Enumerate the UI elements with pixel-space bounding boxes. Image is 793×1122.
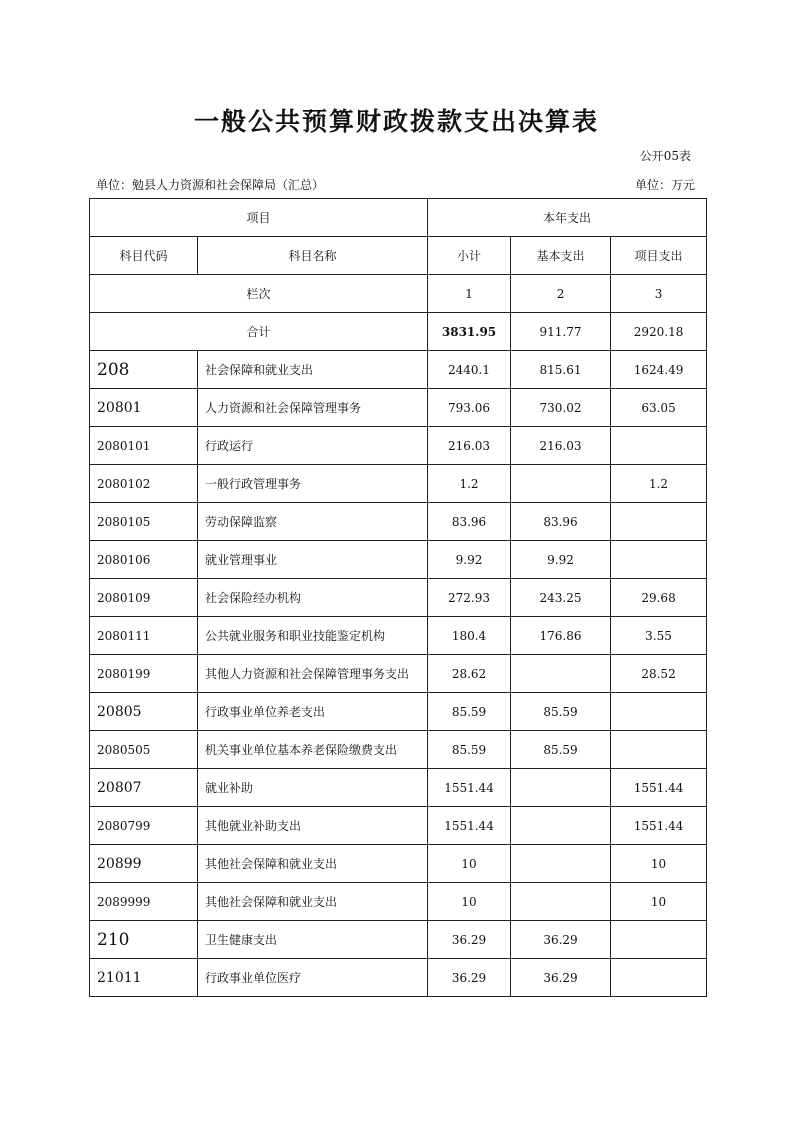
row-project [611,427,707,465]
row-basic: 216.03 [511,427,611,465]
header-subtotal: 小计 [428,237,511,275]
header-current-year: 本年支出 [428,199,707,237]
table-row [90,769,707,807]
row-code: 2080109 [90,579,198,617]
row-project [611,921,707,959]
row-subtotal: 10 [428,845,511,883]
table-row [90,617,707,655]
table-row [90,503,707,541]
expenditure-table [89,198,707,997]
row-project [611,503,707,541]
row-project [611,959,707,997]
row-basic: 176.86 [511,617,611,655]
row-subtotal: 180.4 [428,617,511,655]
row-code: 208 [90,351,198,389]
row-project [611,541,707,579]
row-basic: 85.59 [511,731,611,769]
table-row [90,731,707,769]
table-row [90,845,707,883]
row-name: 其他人力资源和社会保障管理事务支出 [198,655,428,693]
row-project [611,693,707,731]
row-name: 劳动保障监察 [198,503,428,541]
row-subtotal: 36.29 [428,921,511,959]
row-code: 20801 [90,389,198,427]
row-subtotal: 9.92 [428,541,511,579]
header-basic: 基本支出 [511,237,611,275]
row-project: 29.68 [611,579,707,617]
row-project: 10 [611,845,707,883]
row-project: 1624.49 [611,351,707,389]
row-code: 210 [90,921,198,959]
table-row [90,655,707,693]
total-subtotal: 3831.95 [428,313,511,351]
row-name: 一般行政管理事务 [198,465,428,503]
table-row [90,351,707,389]
row-project: 3.55 [611,617,707,655]
row-name: 其他社会保障和就业支出 [198,845,428,883]
row-basic: 36.29 [511,921,611,959]
column-index-1: 1 [428,275,511,313]
row-name: 社会保障和就业支出 [198,351,428,389]
row-code: 20899 [90,845,198,883]
row-code: 20805 [90,693,198,731]
row-basic: 243.25 [511,579,611,617]
row-basic: 85.59 [511,693,611,731]
row-subtotal: 1551.44 [428,807,511,845]
row-basic [511,807,611,845]
form-number: 公开05表 [639,149,691,163]
row-subtotal: 85.59 [428,693,511,731]
row-subtotal: 28.62 [428,655,511,693]
header-code: 科目代码 [90,237,198,275]
header-item: 项目 [90,199,428,237]
row-name: 社会保险经办机构 [198,579,428,617]
row-code: 2080106 [90,541,198,579]
row-basic [511,845,611,883]
row-project: 28.52 [611,655,707,693]
row-project: 63.05 [611,389,707,427]
table-row [90,541,707,579]
row-name: 行政事业单位养老支出 [198,693,428,731]
row-subtotal: 793.06 [428,389,511,427]
row-code: 21011 [90,959,198,997]
row-name: 行政运行 [198,427,428,465]
table-row [90,921,707,959]
row-basic [511,769,611,807]
row-subtotal: 36.29 [428,959,511,997]
row-code: 2080505 [90,731,198,769]
total-project: 2920.18 [611,313,707,351]
row-name: 就业补助 [198,769,428,807]
row-code: 2080799 [90,807,198,845]
row-basic: 730.02 [511,389,611,427]
row-name: 公共就业服务和职业技能鉴定机构 [198,617,428,655]
row-subtotal: 10 [428,883,511,921]
row-project [611,731,707,769]
row-code: 20807 [90,769,198,807]
row-project: 1.2 [611,465,707,503]
table-row [90,427,707,465]
total-row [90,313,707,351]
column-index-3: 3 [611,275,707,313]
row-name: 机关事业单位基本养老保险缴费支出 [198,731,428,769]
row-name: 其他就业补助支出 [198,807,428,845]
table-row [90,389,707,427]
row-name: 卫生健康支出 [198,921,428,959]
reporting-unit: 单位：勉县人力资源和社会保障局（汇总） [96,178,325,192]
table-row [90,693,707,731]
row-basic [511,883,611,921]
column-index-2: 2 [511,275,611,313]
row-basic: 83.96 [511,503,611,541]
row-subtotal: 1551.44 [428,769,511,807]
row-project: 10 [611,883,707,921]
header-row-2 [90,237,707,275]
row-subtotal: 1.2 [428,465,511,503]
currency-unit: 单位：万元 [634,178,695,192]
row-project: 1551.44 [611,769,707,807]
row-subtotal: 216.03 [428,427,511,465]
row-code: 2080102 [90,465,198,503]
row-subtotal: 2440.1 [428,351,511,389]
row-basic: 9.92 [511,541,611,579]
row-basic: 36.29 [511,959,611,997]
table-row [90,807,707,845]
row-code: 2089999 [90,883,198,921]
page-title: 一般公共预算财政拨款支出决算表 [193,107,599,136]
row-code: 2080105 [90,503,198,541]
row-subtotal: 85.59 [428,731,511,769]
row-basic [511,655,611,693]
row-name: 行政事业单位医疗 [198,959,428,997]
column-index-label: 栏次 [90,275,428,313]
table-row [90,465,707,503]
table-row [90,959,707,997]
row-name: 就业管理事业 [198,541,428,579]
row-name: 人力资源和社会保障管理事务 [198,389,428,427]
table-row [90,579,707,617]
table-row [90,883,707,921]
row-basic: 815.61 [511,351,611,389]
row-subtotal: 83.96 [428,503,511,541]
row-basic [511,465,611,503]
row-code: 2080101 [90,427,198,465]
header-row-1 [90,199,707,237]
column-index-row [90,275,707,313]
header-name: 科目名称 [198,237,428,275]
row-project: 1551.44 [611,807,707,845]
row-subtotal: 272.93 [428,579,511,617]
row-code: 2080199 [90,655,198,693]
total-basic: 911.77 [511,313,611,351]
header-project: 项目支出 [611,237,707,275]
row-code: 2080111 [90,617,198,655]
total-label: 合计 [90,313,428,351]
row-name: 其他社会保障和就业支出 [198,883,428,921]
